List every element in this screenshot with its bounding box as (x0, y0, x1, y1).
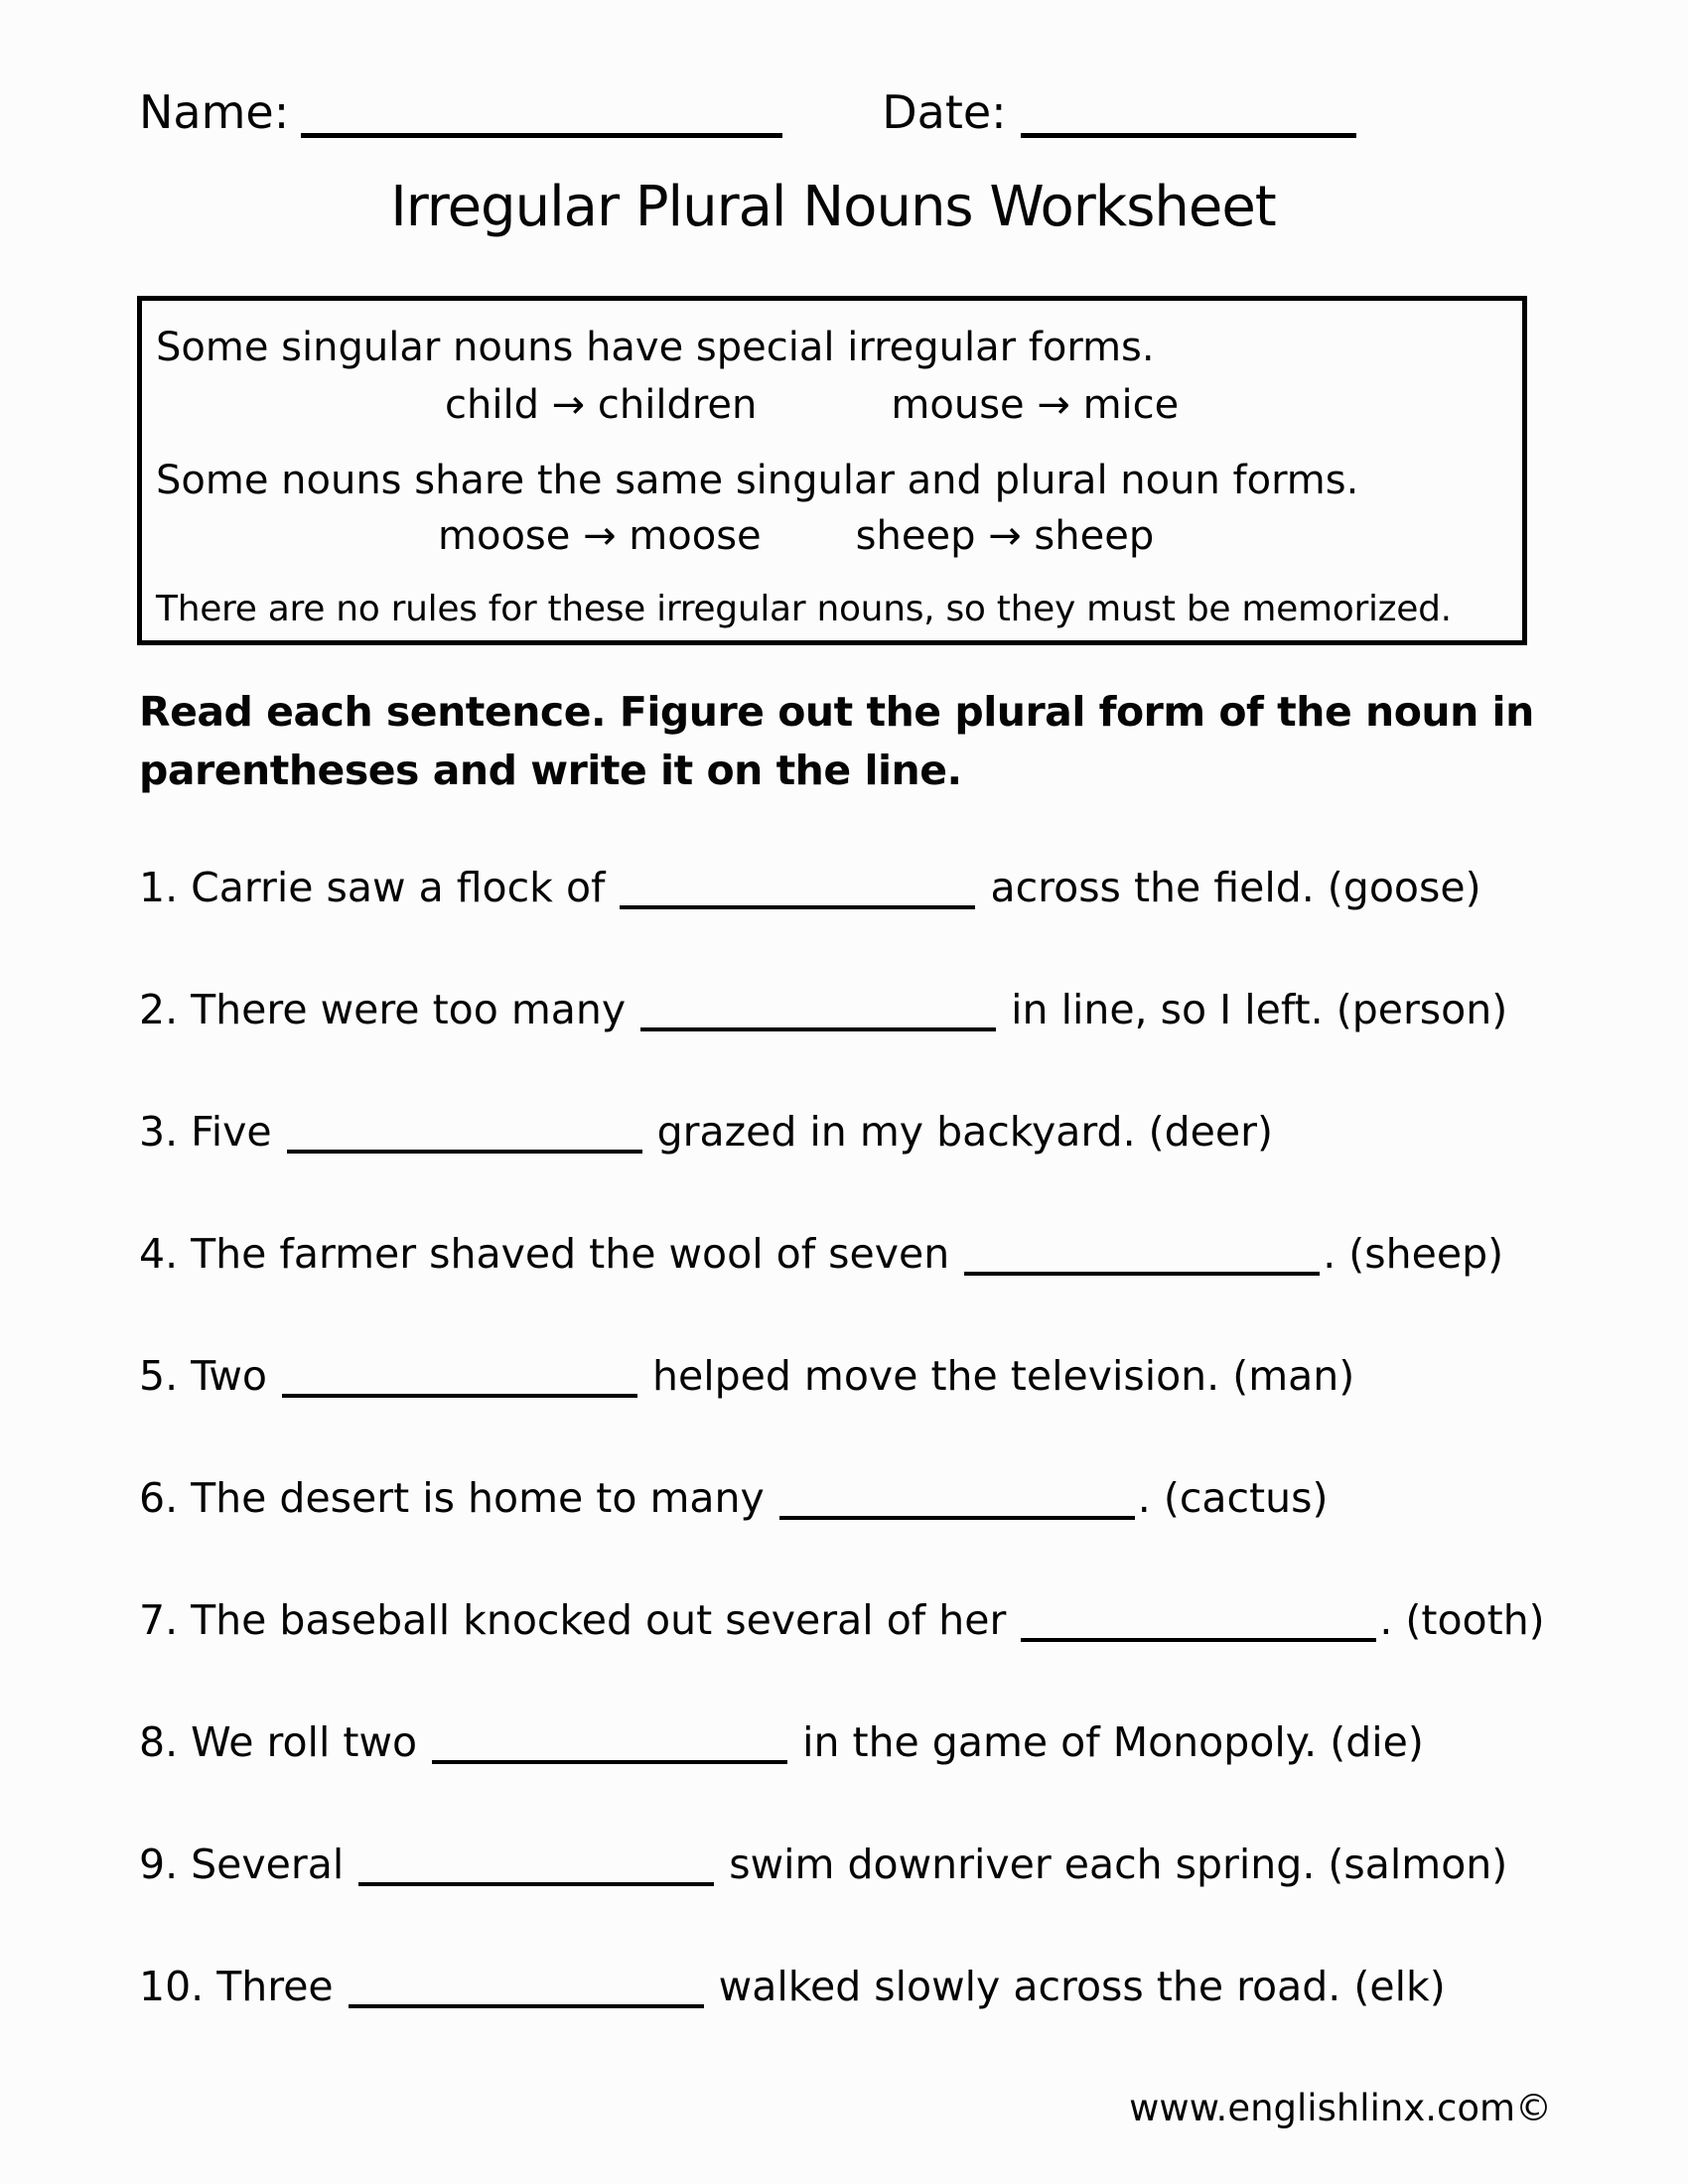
question-row-10 (139, 1963, 1545, 2013)
question-row-1 (139, 864, 1545, 914)
question-number: 4. (139, 1230, 179, 1278)
question-text-post: walked slowly across the road. (elk) (718, 1963, 1446, 2010)
answer-blank-line (282, 1394, 637, 1398)
question-number: 3. (139, 1108, 179, 1156)
question-row-6 (139, 1474, 1545, 1525)
question-number: 10. (139, 1963, 205, 2010)
name-fill-line (301, 133, 782, 138)
question-number: 7. (139, 1596, 179, 1644)
header-row (139, 85, 1356, 139)
page-title: Irregular Plural Nouns Worksheet (390, 175, 1276, 239)
rule-same-forms: Some nouns share the same singular and plural noun forms. (156, 458, 1359, 503)
answer-blank-line (620, 905, 975, 909)
question-text-pre: Several (191, 1841, 345, 1888)
instructions-line2: parentheses and write it on the line. (139, 747, 962, 794)
question-number: 9. (139, 1841, 179, 1888)
question-row-8 (139, 1718, 1545, 1769)
answer-blank-line (432, 1760, 787, 1764)
question-row-9 (139, 1841, 1545, 1891)
question-number: 1. (139, 864, 179, 911)
question-number: 2. (139, 986, 179, 1033)
date-label: Date: (882, 85, 1007, 139)
answer-blank-line (779, 1516, 1135, 1520)
question-text-post: across the field. (goose) (990, 864, 1481, 911)
question-row-7 (139, 1596, 1545, 1647)
question-text-pre: We roll two (191, 1718, 418, 1766)
question-text-pre: The desert is home to many (191, 1474, 765, 1522)
example-sheep-sheep: sheep → sheep (855, 513, 1155, 559)
question-row-3 (139, 1108, 1545, 1159)
answer-blank-line (349, 2004, 704, 2008)
question-text-post: in the game of Monopoly. (die) (802, 1718, 1424, 1766)
question-list (139, 864, 1545, 2013)
question-text-post: . (tooth) (1379, 1596, 1545, 1644)
rule-irregular-forms: Some singular nouns have special irregular forms. (156, 325, 1155, 370)
example-moose-moose: moose → moose (438, 513, 762, 559)
name-label: Name: (139, 85, 290, 139)
instructions-line1: Read each sentence. Figure out the plural form of the noun in (139, 688, 1534, 736)
question-text-pre: Carrie saw a flock of (191, 864, 606, 911)
answer-blank-line (964, 1272, 1320, 1276)
question-text-post: . (sheep) (1323, 1230, 1504, 1278)
rule2-examples (438, 513, 1154, 559)
question-text-pre: Three (216, 1963, 334, 2010)
answer-blank-line (1021, 1638, 1376, 1642)
answer-blank-line (358, 1882, 714, 1886)
rule-memorize-note: There are no rules for these irregular nouns, so they must be memorized. (156, 589, 1452, 629)
question-text-pre: Two (191, 1352, 267, 1400)
rule1-examples (445, 382, 1179, 428)
question-text-pre: There were too many (191, 986, 627, 1033)
question-row-2 (139, 986, 1545, 1036)
question-row-5 (139, 1352, 1545, 1403)
question-text-post: helped move the television. (man) (652, 1352, 1355, 1400)
question-text-pre: Five (191, 1108, 272, 1156)
question-text-pre: The baseball knocked out several of her (191, 1596, 1007, 1644)
question-number: 8. (139, 1718, 179, 1766)
instructions (139, 683, 1534, 800)
website-credit: www.englishlinx.com© (1129, 2087, 1552, 2129)
question-number: 5. (139, 1352, 179, 1400)
example-mouse-mice: mouse → mice (891, 382, 1180, 428)
rules-box (137, 296, 1527, 645)
question-text-post: grazed in my backyard. (deer) (656, 1108, 1273, 1156)
question-text-post: swim downriver each spring. (salmon) (729, 1841, 1508, 1888)
question-row-4 (139, 1230, 1545, 1281)
question-text-pre: The farmer shaved the wool of seven (191, 1230, 950, 1278)
question-text-post: . (cactus) (1137, 1474, 1329, 1522)
answer-blank-line (640, 1027, 996, 1031)
question-number: 6. (139, 1474, 179, 1522)
date-fill-line (1021, 133, 1356, 138)
example-child-children: child → children (445, 382, 758, 428)
question-text-post: in line, so I left. (person) (1011, 986, 1508, 1033)
answer-blank-line (287, 1150, 642, 1154)
